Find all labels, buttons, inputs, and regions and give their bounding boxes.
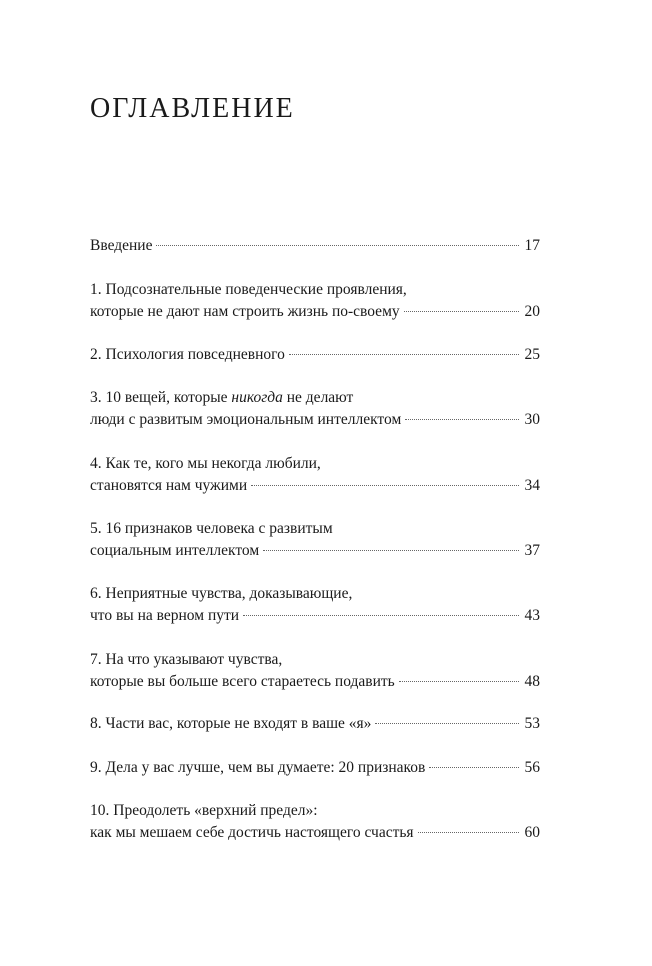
toc-entry-3[interactable]	[90, 387, 540, 431]
toc-entry-1[interactable]	[90, 279, 540, 323]
toc-entry-line	[90, 822, 540, 844]
toc-entry-title-line2: люди с развитым эмоциональным интеллектом	[90, 411, 402, 428]
dot-leader	[375, 723, 518, 724]
toc-entry-title-line1: 7. На что указывают чувства,	[90, 651, 283, 668]
toc-page-number: 37	[524, 542, 540, 559]
toc-page-number: 43	[524, 607, 540, 624]
toc-entry-6[interactable]	[90, 583, 540, 627]
toc-entry-title: 8. Части вас, которые не входят в ваше «я»	[90, 715, 372, 732]
toc-page-number: 20	[524, 303, 540, 320]
dot-leader	[289, 354, 519, 355]
toc-entry-title: Введение	[90, 237, 153, 254]
toc-entry-line	[90, 235, 540, 257]
toc-entry-title-line2: как мы мешаем себе достичь настоящего счастья	[90, 824, 414, 841]
toc-entry-2[interactable]	[90, 344, 540, 366]
toc-entry-title-line2: которые вы больше всего стараетесь подавить	[90, 673, 395, 690]
toc-entry-title-line1: 5. 16 признаков человека с развитым	[90, 520, 333, 537]
toc-text-part: 3. 10 вещей, которые	[90, 389, 232, 406]
toc-entry-title-line1: 1. Подсознательные поведенческие проявления,	[90, 281, 407, 298]
toc-page-number: 56	[524, 759, 540, 776]
toc-entry-line	[90, 301, 540, 323]
toc-entry-title-line1: 6. Неприятные чувства, доказывающие,	[90, 585, 353, 602]
toc-entry-line	[90, 409, 540, 431]
toc-entry-4[interactable]	[90, 453, 540, 497]
toc-entry-title: 2. Психология повседневного	[90, 346, 285, 363]
dot-leader	[251, 485, 518, 486]
toc-entry-9[interactable]	[90, 757, 540, 779]
toc-entry-line	[90, 713, 540, 735]
toc-page-number: 60	[524, 824, 540, 841]
toc-entry-title: 9. Дела у вас лучше, чем вы думаете: 20 признаков	[90, 759, 426, 776]
dot-leader	[405, 419, 518, 420]
toc-entry-title-line2: становятся нам чужими	[90, 477, 248, 494]
toc-entry-line	[90, 344, 540, 366]
dot-leader	[156, 245, 518, 246]
toc-entry-title-line2: которые не дают нам строить жизнь по-своему	[90, 303, 400, 320]
toc-entry-title-line2: что вы на верном пути	[90, 607, 240, 624]
toc-entry-8[interactable]	[90, 713, 540, 735]
dot-leader	[418, 832, 519, 833]
toc-page-number: 48	[524, 673, 540, 690]
toc-entry-title-line1: 10. Преодолеть «верхний предел»:	[90, 802, 318, 819]
toc-entry-line	[90, 475, 540, 497]
toc-text-part: не делают	[282, 389, 354, 406]
toc-entry-line	[90, 540, 540, 562]
dot-leader	[243, 615, 518, 616]
toc-entry-10[interactable]	[90, 800, 540, 844]
toc-entry-line	[90, 671, 540, 693]
dot-leader	[404, 311, 519, 312]
toc-entry-line	[90, 757, 540, 779]
toc-entry-title-line2: социальным интеллектом	[90, 542, 260, 559]
dot-leader	[263, 550, 518, 551]
toc-page-number: 30	[524, 411, 540, 428]
toc-entry-5[interactable]	[90, 518, 540, 562]
toc-entry-line	[90, 605, 540, 627]
toc-page-number: 53	[524, 715, 540, 732]
toc-entry-title-line1	[90, 387, 540, 409]
toc-text-emphasis: никогда	[231, 389, 283, 406]
page-title: ОГЛАВЛЕНИЕ	[90, 93, 295, 124]
dot-leader	[399, 681, 519, 682]
toc-page-number: 25	[524, 346, 540, 363]
dot-leader	[429, 767, 518, 768]
toc-page-number: 17	[524, 237, 540, 254]
toc-page-number: 34	[524, 477, 540, 494]
toc-entry-title-line1: 4. Как те, кого мы некогда любили,	[90, 455, 321, 472]
toc-entry-intro[interactable]	[90, 235, 540, 257]
toc-entry-7[interactable]	[90, 649, 540, 693]
